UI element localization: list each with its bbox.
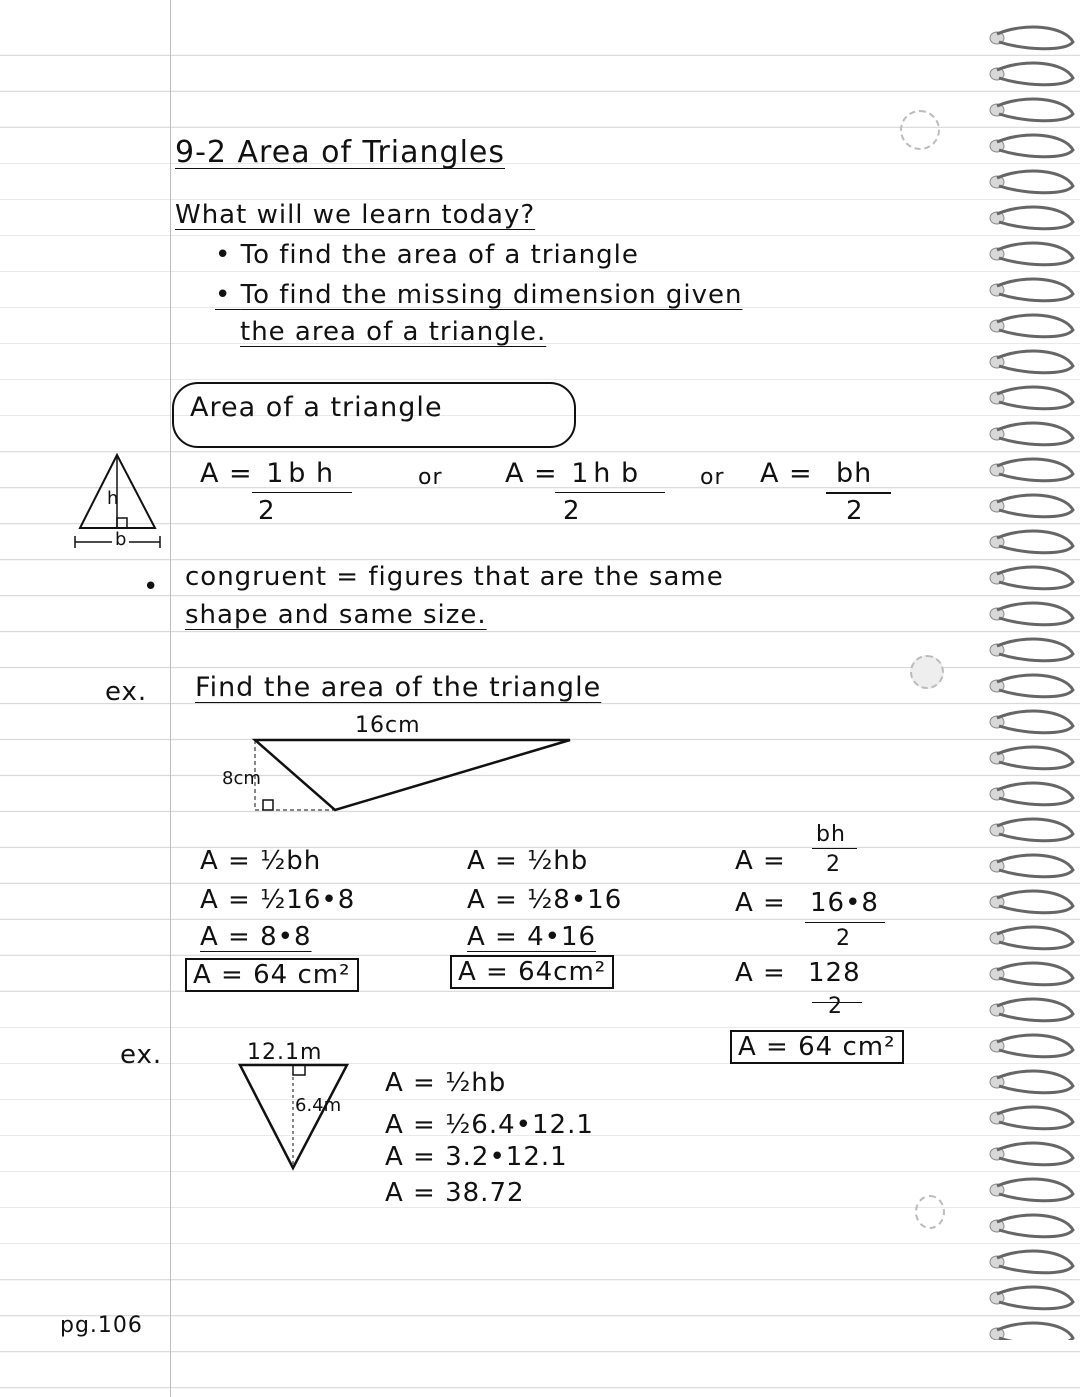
binding-ring (997, 243, 1073, 265)
binding-ring (997, 1107, 1073, 1129)
binding-ring (997, 1143, 1073, 1165)
formula-2-bar (555, 492, 665, 493)
punch-hole (900, 110, 940, 150)
binding-ring (997, 99, 1073, 121)
margin-line (170, 0, 171, 1397)
example-2-label: ex. (120, 1040, 163, 1070)
punch-hole (910, 655, 944, 689)
objective-item-1: • To find the area of a triangle (215, 240, 639, 270)
objective-item-2: • To find the missing dimension given (215, 280, 743, 310)
formula-1-den: 2 (258, 496, 276, 526)
ex2-step-2: A = ½6.4•12.1 (385, 1110, 594, 1140)
page-reference: pg.106 (60, 1313, 143, 1338)
example-1-height-label: 8cm (222, 768, 261, 789)
example-1-base-label: 16cm (355, 713, 421, 738)
ex1-col3-lhs-3: A = (735, 958, 786, 988)
binding-ring (997, 63, 1073, 85)
binding-ring (997, 459, 1073, 481)
binding-ring (997, 207, 1073, 229)
binding-ring (997, 1179, 1073, 1201)
binding-ring (997, 315, 1073, 337)
binding-ring (997, 171, 1073, 193)
objective-item-3: the area of a triangle. (240, 317, 547, 347)
page-title: 9-2 Area of Triangles (175, 135, 506, 170)
binding-ring (997, 675, 1073, 697)
binding-ring (997, 1071, 1073, 1093)
ex1-col3-lhs-2: A = (735, 888, 786, 918)
ex2-step-1: A = ½hb (385, 1068, 507, 1098)
formula-3-bar (826, 492, 891, 494)
ex1-col3-bar-1 (812, 848, 857, 849)
ex1-col3-num-2: 16•8 (810, 888, 879, 918)
ex1-col3-den-2: 2 (836, 926, 851, 951)
binding-ring (997, 27, 1073, 49)
binding-ring (997, 639, 1073, 661)
ex1-col3-den-1: 2 (826, 852, 841, 877)
ex1-col3-lhs-1: A = (735, 846, 786, 876)
ex1-col1-step-1: A = ½bh (200, 846, 322, 876)
ex1-col2-answer: A = 64cm² (450, 955, 614, 989)
example-2-base-label: 12.1m (247, 1040, 323, 1065)
formula-3-num: bh (836, 458, 873, 489)
binding-ring (997, 279, 1073, 301)
ex1-col1-step-3: A = 8•8 (200, 922, 312, 952)
example-2-height-label: 6.4m (295, 1095, 342, 1116)
binding-ring (997, 1287, 1073, 1309)
formula-3-lhs: A = (760, 458, 813, 489)
binding-ring (997, 855, 1073, 877)
ex2-step-3: A = 3.2•12.1 (385, 1142, 568, 1172)
binding-ring (997, 603, 1073, 625)
binding-ring (997, 351, 1073, 373)
ex1-col2-step-3: A = 4•16 (467, 922, 597, 952)
example-1-triangle (250, 730, 580, 820)
ex2-step-4: A = 38.72 (385, 1178, 525, 1208)
definition-line-1: congruent = figures that are the same (185, 562, 724, 592)
binding-ring (997, 135, 1073, 157)
example-2-triangle (235, 1060, 355, 1175)
binding-ring (997, 711, 1073, 733)
or-2: or (700, 465, 725, 490)
binding-ring (997, 1035, 1073, 1057)
example-1-label: ex. (105, 677, 148, 707)
binding-ring (997, 1251, 1073, 1273)
or-1: or (418, 465, 443, 490)
binding-ring (997, 963, 1073, 985)
binding-ring (997, 387, 1073, 409)
diagram-b-label: b (112, 529, 129, 550)
bullet: • (143, 572, 160, 602)
ex1-col3-bar-2 (805, 922, 885, 923)
binding-ring (997, 1323, 1073, 1340)
diagram-h-label: h (107, 488, 119, 509)
ex1-col1-step-2: A = ½16•8 (200, 885, 356, 915)
formula-3-den: 2 (846, 496, 864, 526)
formula-heading: Area of a triangle (190, 392, 443, 423)
binding-ring (997, 747, 1073, 769)
formula-2-den: 2 (563, 496, 581, 526)
spiral-binding (985, 20, 1080, 1340)
ex1-col1-answer: A = 64 cm² (185, 958, 359, 992)
formula-1: A = 1 b h (200, 458, 335, 489)
formula-1-bar (252, 492, 352, 493)
binding-ring (997, 495, 1073, 517)
punch-hole (915, 1195, 945, 1229)
ex1-col3-answer: A = 64 cm² (730, 1030, 904, 1064)
ex1-col2-step-1: A = ½hb (467, 846, 589, 876)
objectives-question: What will we learn today? (175, 200, 536, 230)
ex1-col3-den-3: 2 (828, 994, 843, 1019)
binding-ring (997, 423, 1073, 445)
example-1-prompt: Find the area of the triangle (195, 672, 602, 703)
binding-ring (997, 567, 1073, 589)
binding-ring (997, 927, 1073, 949)
binding-ring (997, 999, 1073, 1021)
binding-ring (997, 819, 1073, 841)
binding-ring (997, 891, 1073, 913)
definition-line-2: shape and same size. (185, 600, 487, 630)
ex1-col3-num-1: bh (816, 822, 846, 847)
ex1-col2-step-2: A = ½8•16 (467, 885, 623, 915)
binding-ring (997, 783, 1073, 805)
binding-ring (997, 1215, 1073, 1237)
ex1-col3-num-3: 128 (808, 958, 861, 988)
formula-2: A = 1 h b (505, 458, 640, 489)
binding-ring (997, 531, 1073, 553)
